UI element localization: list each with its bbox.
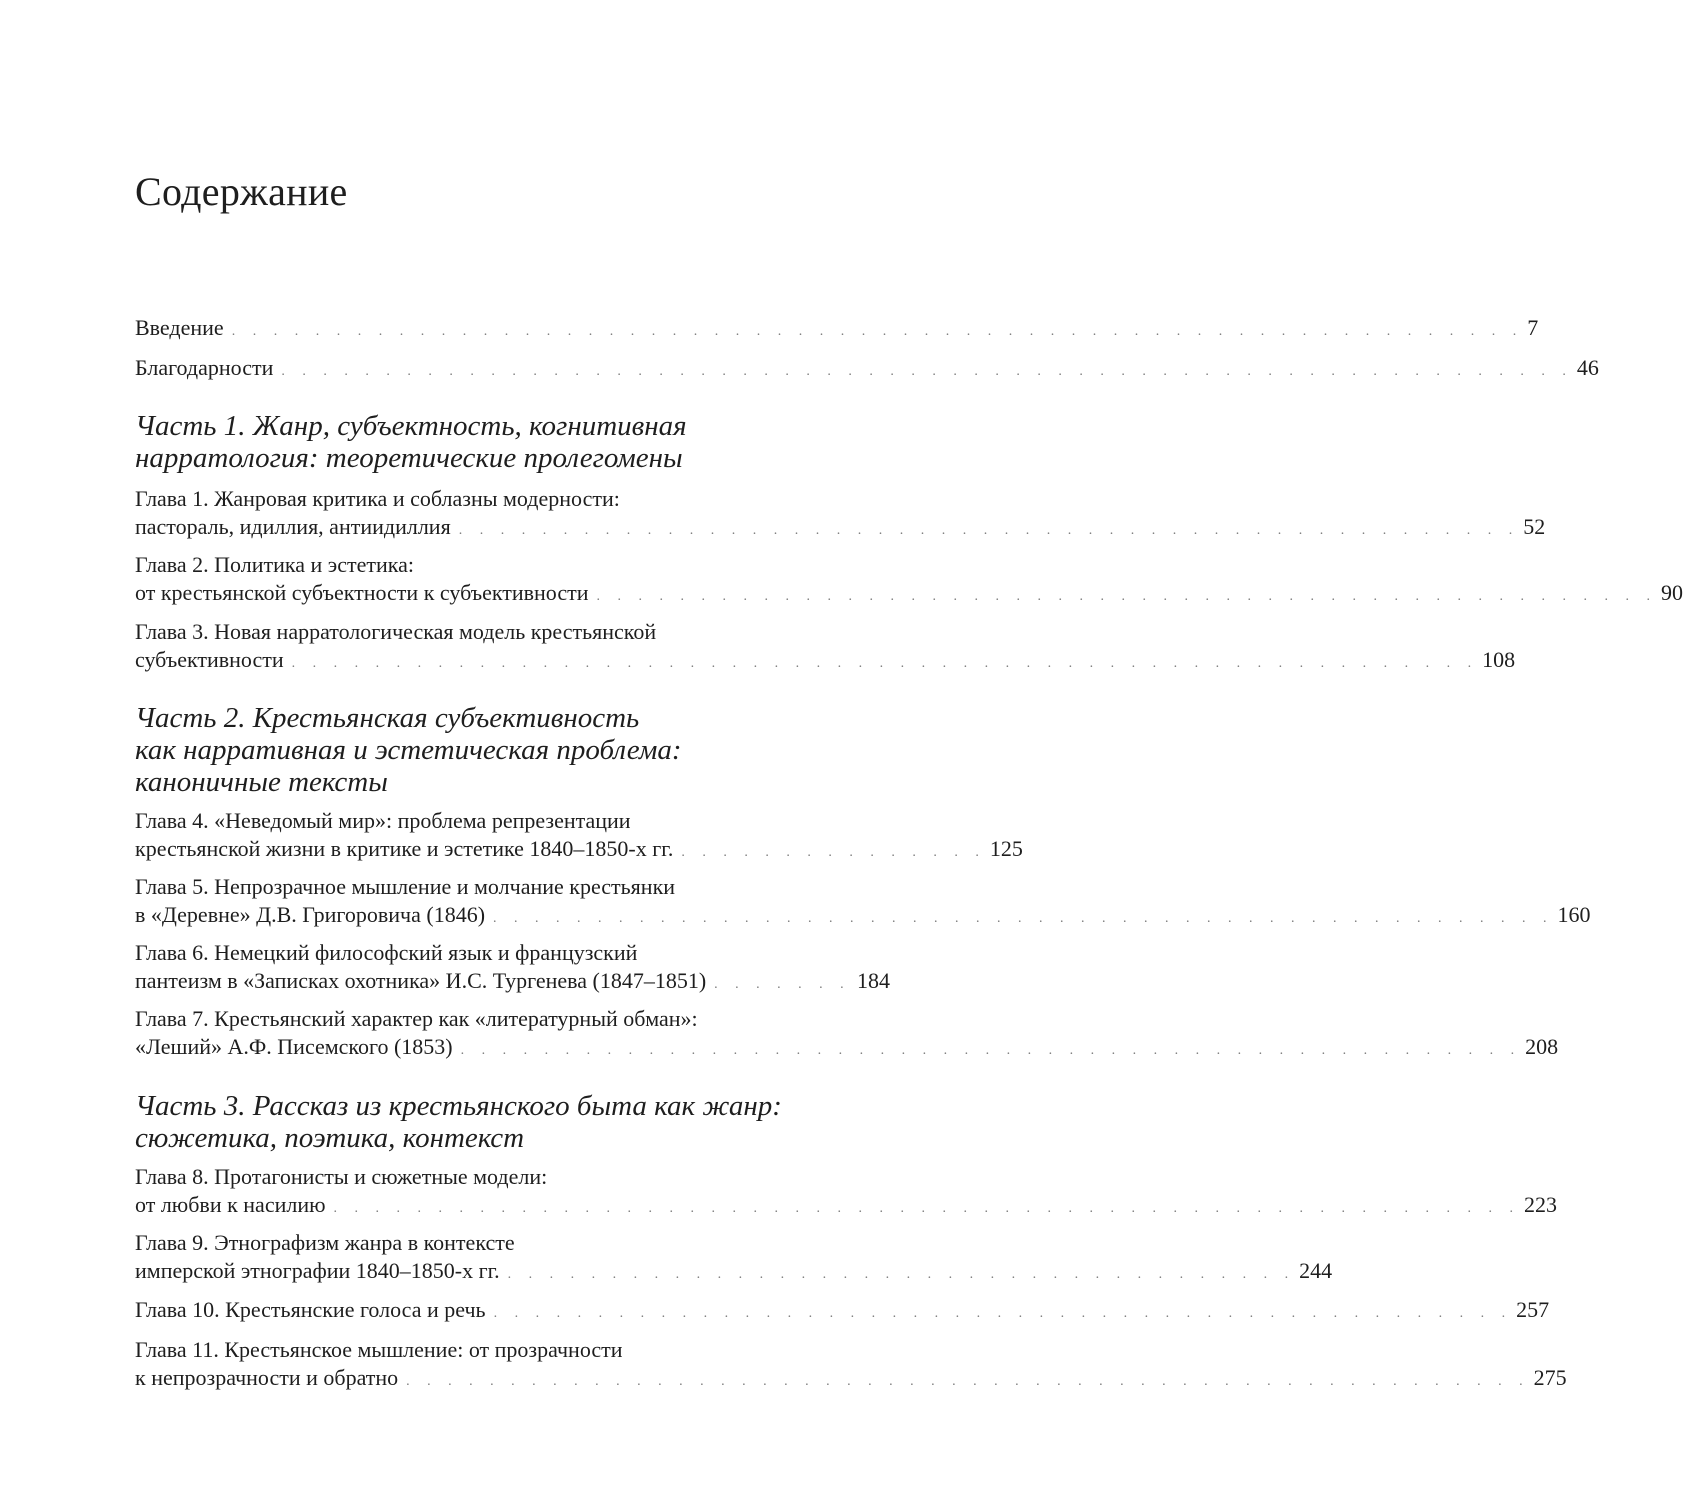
- part-title-line: сюжетика, поэтика, контекст: [135, 1122, 525, 1154]
- toc-entry-page: 244: [1299, 1258, 1333, 1283]
- part-title-1: [135, 410, 895, 474]
- leader-dots: . . . . . . . . . . . . . . . . . . . . . . . . . . . . . . . . . . . . . . . . . . . . . . . . . . .: [460, 1043, 1522, 1058]
- toc-entry-label: Благодарности: [135, 355, 274, 380]
- toc-entry-label: крестьянской жизни в критике и эстетике 1840–1850-х гг.: [135, 836, 674, 861]
- toc-entry-label: Глава 11. Крестьянское мышление: от прозрачности: [135, 1337, 623, 1362]
- toc-entry-chapter-10[interactable]: [135, 1296, 1550, 1328]
- part-title-line: Часть 1. Жанр, субъектность, когнитивная: [135, 410, 687, 442]
- toc-entry-intro[interactable]: [135, 314, 1539, 346]
- toc-entry-line: [135, 646, 1516, 678]
- toc-entry-line: [135, 901, 1591, 933]
- toc-entry-page: 223: [1524, 1192, 1558, 1217]
- toc-entry-chapter-9[interactable]: [135, 1229, 1333, 1289]
- toc-entry-chapter-8[interactable]: [135, 1163, 1558, 1223]
- toc-entry-page: 46: [1576, 355, 1599, 380]
- part-title-line: Часть 3. Рассказ из крестьянского быта как жанр:: [135, 1090, 782, 1122]
- part-title-3: [135, 1090, 895, 1154]
- toc-entry-label: пантеизм в «Записках охотника» И.С. Тургенева (1847–1851): [135, 968, 707, 993]
- toc-entry-label: от любви к насилию: [135, 1192, 326, 1217]
- toc-entry-line: [135, 513, 1546, 545]
- toc-entry-line: [135, 1033, 1559, 1065]
- toc-entry-chapter-3[interactable]: [135, 618, 1516, 678]
- toc-entry-page: 90: [1661, 580, 1683, 605]
- toc-entry-thanks[interactable]: [135, 354, 1599, 386]
- part-title-line: нарратология: теоретические пролегомены: [135, 442, 683, 474]
- toc-entry-label: Глава 2. Политика и эстетика:: [135, 552, 415, 577]
- toc-entry-label: Глава 3. Новая нарратологическая модель крестьянской: [135, 619, 657, 644]
- toc-entry-page: 125: [989, 836, 1023, 861]
- toc-entry-line: [135, 1257, 1333, 1289]
- toc-entry-page: 7: [1527, 315, 1539, 340]
- leader-dots: . . . . . . . . . . . . . . . . . . . . . . . . . . . . . . . . . . . . . . . . . . . . . . . . . . .: [458, 523, 1520, 538]
- toc-entry-label: Глава 7. Крестьянский характер как «литературный обман»:: [135, 1006, 698, 1031]
- toc-entry-line: [135, 1296, 1550, 1328]
- leader-dots: . . . . . . .: [714, 977, 851, 992]
- part-title-line: каноничные тексты: [135, 766, 388, 798]
- toc-entry-chapter-2[interactable]: [135, 551, 1683, 611]
- page-title: Содержание: [135, 169, 348, 214]
- toc-entry-chapter-11[interactable]: [135, 1336, 1567, 1396]
- toc-entry-label: Глава 8. Протагонисты и сюжетные модели:: [135, 1164, 548, 1189]
- leader-dots: . . . . . . . . . . . . . . . . . . . . . . . . . . . . . . . . . . . . . . . . . . . . . . . . . . . . . . . . .: [333, 1201, 1521, 1216]
- toc-entry-page: 208: [1525, 1034, 1559, 1059]
- toc-entry-label: в «Деревне» Д.В. Григоровича (1846): [135, 902, 486, 927]
- part-title-line: Часть 2. Крестьянская субъективность: [135, 702, 640, 734]
- toc-entry-page: 52: [1523, 514, 1546, 539]
- part-title-2: [135, 702, 895, 798]
- toc-entry-page: 160: [1557, 902, 1591, 927]
- toc-entry-label: пастораль, идиллия, антиидиллия: [135, 514, 451, 539]
- toc-entry-label: Глава 9. Этнографизм жанра в контексте: [135, 1230, 515, 1255]
- leader-dots: . . . . . . . . . . . . . . . . . . . . . . . . . . . . . . . . . . . . . .: [507, 1267, 1296, 1282]
- part-title-line: как нарративная и эстетическая проблема:: [135, 734, 682, 766]
- toc-entry-page: 257: [1516, 1297, 1550, 1322]
- toc-entry-chapter-1[interactable]: [135, 485, 1546, 545]
- leader-dots: . . . . . . . . . . . . . . . . . . . . . . . . . . . . . . . . . . . . . . . . . . . . . . . . . . . . . . . . . . . . . .: [281, 364, 1573, 379]
- leader-dots: . . . . . . . . . . . . . . .: [681, 845, 986, 860]
- toc-entry-label: «Леший» А.Ф. Писемского (1853): [135, 1034, 453, 1059]
- toc-entry-label: субъективности: [135, 647, 284, 672]
- toc-entry-label: Глава 10. Крестьянские голоса и речь: [135, 1297, 486, 1322]
- toc-entry-label: Глава 4. «Неведомый мир»: проблема репрезентации: [135, 808, 631, 833]
- toc-entry-line: [135, 1364, 1567, 1396]
- toc-entry-label: Введение: [135, 315, 224, 340]
- toc-entry-label: к непрозрачности и обратно: [135, 1365, 399, 1390]
- toc-entry-label: Глава 5. Непрозрачное мышление и молчание крестьянки: [135, 874, 676, 899]
- toc-entry-line: [135, 314, 1539, 346]
- leader-dots: . . . . . . . . . . . . . . . . . . . . . . . . . . . . . . . . . . . . . . . . . . . . . . . . . . . . . .: [406, 1374, 1530, 1389]
- toc-entry-chapter-7[interactable]: [135, 1005, 1559, 1065]
- toc-entry-chapter-4[interactable]: [135, 807, 1023, 867]
- toc-entry-page: 275: [1533, 1365, 1567, 1390]
- toc-entry-page: 108: [1482, 647, 1516, 672]
- leader-dots: . . . . . . . . . . . . . . . . . . . . . . . . . . . . . . . . . . . . . . . . . . . . . . . . . . .: [596, 589, 1658, 604]
- toc-entry-label: Глава 1. Жанровая критика и соблазны модерности:: [135, 486, 620, 511]
- leader-dots: . . . . . . . . . . . . . . . . . . . . . . . . . . . . . . . . . . . . . . . . . . . . . . . . . . . . . . . . . . . . . .: [231, 324, 1524, 339]
- toc-entry-chapter-5[interactable]: [135, 873, 1591, 933]
- toc-entry-line: [135, 354, 1599, 386]
- toc-entry-line: [135, 835, 1023, 867]
- toc-entry-line: [135, 1191, 1558, 1223]
- toc-entry-page: 184: [857, 968, 890, 993]
- toc-entry-line: [135, 967, 890, 999]
- leader-dots: . . . . . . . . . . . . . . . . . . . . . . . . . . . . . . . . . . . . . . . . . . . . . . . . . . .: [493, 911, 1554, 926]
- toc-entry-line: [135, 579, 1683, 611]
- toc-entry-chapter-6[interactable]: [135, 939, 890, 999]
- toc-entry-label: Глава 6. Немецкий философский язык и французский: [135, 940, 638, 965]
- leader-dots: . . . . . . . . . . . . . . . . . . . . . . . . . . . . . . . . . . . . . . . . . . . . . . . . .: [493, 1306, 1513, 1321]
- leader-dots: . . . . . . . . . . . . . . . . . . . . . . . . . . . . . . . . . . . . . . . . . . . . . . . . . . . . . . . . .: [291, 656, 1479, 671]
- toc-entry-label: имперской этнографии 1840–1850-х гг.: [135, 1258, 500, 1283]
- toc-entry-label: от крестьянской субъектности к субъективности: [135, 580, 589, 605]
